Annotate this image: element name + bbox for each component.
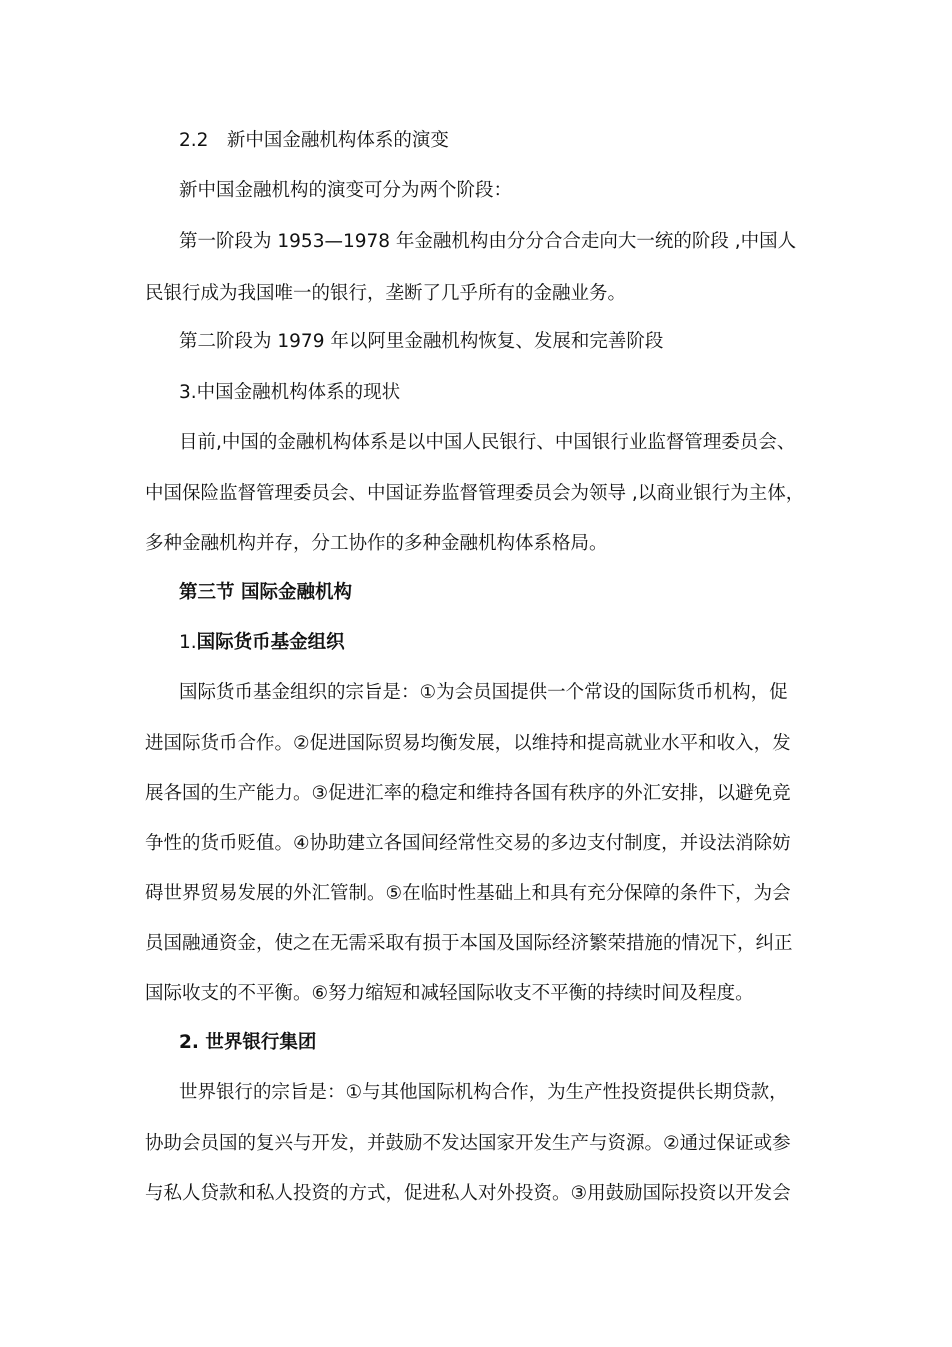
paragraph-line: 进国际货币合作。②促进国际贸易均衡发展，以维持和提高就业水平和收入，发 — [145, 733, 791, 754]
paragraph-line: 争性的货币贬值。④协助建立各国间经常性交易的多边支付制度，并设法消除妨 — [145, 833, 791, 854]
paragraph-line: 与私人贷款和私人投资的方式，促进私人对外投资。③用鼓励国际投资以开发会 — [145, 1183, 791, 1204]
section-heading-3: 3.中国金融机构体系的现状 — [179, 382, 401, 403]
paragraph-line: 中国保险监督管理委员会、中国证券监督管理委员会为领导 ,以商业银行为主体， — [145, 483, 805, 504]
paragraph-line: 国际货币基金组织的宗旨是：①为会员国提供一个常设的国际货币机构，促 — [179, 682, 788, 703]
paragraph-line: 国际收支的不平衡。⑥努力缩短和减轻国际收支不平衡的持续时间及程度。 — [145, 983, 754, 1004]
paragraph-line: 民银行成为我国唯一的银行，垄断了几乎所有的金融业务。 — [145, 283, 627, 304]
paragraph-line: 第二阶段为 1979 年以阿里金融机构恢复、发展和完善阶段 — [179, 331, 664, 352]
paragraph-line: 碍世界贸易发展的外汇管制。⑤在临时性基础上和具有充分保障的条件下，为会 — [145, 883, 791, 904]
paragraph-line: 目前,中国的金融机构体系是以中国人民银行、中国银行业监督管理委员会、 — [179, 432, 796, 453]
paragraph-line: 多种金融机构并存，分工协作的多种金融机构体系格局。 — [145, 533, 608, 554]
heading-number: 1. — [179, 632, 197, 653]
paragraph-line: 员国融通资金，使之在无需采取有损于本国及国际经济繁荣措施的情况下，纠正 — [145, 933, 793, 954]
subsection-heading-world-bank: 2. 世界银行集团 — [179, 1032, 317, 1053]
paragraph-line: 新中国金融机构的演变可分为两个阶段： — [179, 180, 513, 201]
heading-text: 国际货币基金组织 — [196, 632, 345, 653]
paragraph-line: 第一阶段为 1953—1978 年金融机构由分分合合走向大一统的阶段 ,中国人 — [179, 231, 797, 252]
section-heading-third: 第三节 国际金融机构 — [179, 582, 352, 603]
paragraph-line: 世界银行的宗旨是：①与其他国际机构合作，为生产性投资提供长期贷款， — [179, 1082, 788, 1103]
paragraph-line: 展各国的生产能力。③促进汇率的稳定和维持各国有秩序的外汇安排，以避免竞 — [145, 783, 791, 804]
section-heading-2-2: 2.2 新中国金融机构体系的演变 — [179, 130, 449, 151]
subsection-heading-imf — [179, 630, 854, 656]
paragraph-line: 协助会员国的复兴与开发，并鼓励不发达国家开发生产与资源。②通过保证或参 — [145, 1133, 791, 1154]
